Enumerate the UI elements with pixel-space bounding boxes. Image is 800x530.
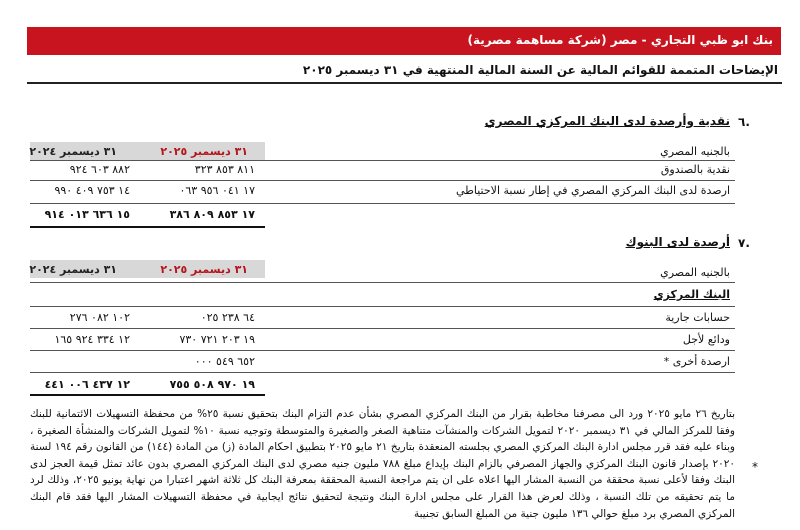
row-divider bbox=[30, 282, 735, 283]
row-value-prior: ١٢ ٣٣٤ ٩٢٤ ١٦٥ bbox=[54, 333, 130, 346]
row-label: ودائع لأجل bbox=[682, 333, 730, 346]
row-divider bbox=[30, 372, 735, 373]
row-value-current: ١٩ ٢٠٣ ٧٢١ ٧٣٠ bbox=[179, 333, 255, 346]
note-7-number: ٧. bbox=[738, 236, 750, 250]
note-7-col-prior: ٣١ ديسمبر ٢٠٢٤ bbox=[29, 263, 117, 276]
note-7-col-current: ٣١ ديسمبر ٢٠٢٥ bbox=[160, 263, 248, 276]
row-divider bbox=[30, 328, 735, 329]
footnote-paragraph: بتاريخ ٢٦ مايو ٢٠٢٥ ورد الى مصرفنا مخاطبة بقرار من البنك المركزي المصري بشأن عدم التزام البنك بتحقيق نسبة ٢٥% من محفظة التسهيلات الائتمانية للبنك وفقا للمركز المالي في ٣١ ديسمبر ٢٠٢٠ لتمويل الشركات والمنشآت متناهية الصغر والصغيرة والمتوسطة وتوجيه نسبة ١٠% لتمويل الشركات والمنشأة الصغيرة ، وبناء عليه فقد قرر مجلس ادارة البنك المركزي المصري بجلسته المنعقدة بتاريخ ٢١ مايو ٢٠٢٥ بتطبيق احكام المادة (ز) من المادة (١٤٤) من القانون رقم ١٩٤ لسنة ٢٠٢٠ بإصدار قانون البنك المركزي والجهاز المصرفي بالزام البنك بإيداع مبلغ ٧٨٨ مليون جنيه مصري لدى البنك المركزي المصري بدون عائد تمثل قيمة العجز لدى البنك وفقا لأعلى نسبة محققة من النسبة المشار اليها اعلاه على ان يتم مراجعة النسبة المحققة بمعرفة البنك كل ثلاثة اشهر اعتبارا من نهاية يونيو ٢٠٢٥، وذلك لرد ما يتم تحقيقه من تلك النسبة ، وذلك لعرض هذا القرار على مجلس ادارة البنك ونتيجة لتحقيق نتائج ايجابية في محفظة التسهيلات المشار اليها فقد قام البنك المركزي المصري برد مبلغ حوالي ١٣٦ مليون جنية من المبلغ السابق تجنيبة bbox=[30, 408, 735, 520]
row-value-current: ٦٤ ٢٣٨ ٠٢٥ bbox=[200, 311, 255, 324]
row-divider bbox=[30, 180, 735, 181]
footnote-bullet: * bbox=[752, 460, 758, 474]
note-6-col-prior: ٣١ ديسمبر ٢٠٢٤ bbox=[29, 145, 117, 158]
row-value-prior: ٨٨٢ ٦٠٣ ٩٢٤ bbox=[69, 163, 130, 176]
row-value-current: ٨١١ ٨٥٣ ٣٢٣ bbox=[194, 163, 255, 176]
row-label: نقدية بالصندوق bbox=[660, 163, 730, 176]
total-value-prior: ١٥ ٦٣٦ ٠١٣ ٩١٤ bbox=[44, 208, 130, 221]
total-value-current: ١٧ ٨٥٣ ٨٠٩ ٣٨٦ bbox=[169, 208, 255, 221]
note-6-unit-label: بالجنيه المصري bbox=[660, 145, 730, 158]
row-label: حسابات جارية bbox=[665, 311, 730, 324]
header-banner bbox=[27, 27, 781, 55]
document-heading: الإيضاحات المتممة للقوائم المالية عن السنة المالية المنتهية في ٣١ ديسمبر ٢٠٢٥ bbox=[302, 63, 778, 77]
total-value-current: ١٩ ٩٧٠ ٥٠٨ ٧٥٥ bbox=[169, 378, 255, 391]
bank-name-title: بنك ابو ظبي التجاري - مصر (شركة مساهمة مصرية) bbox=[467, 33, 773, 47]
row-divider bbox=[30, 350, 735, 351]
row-divider bbox=[30, 306, 735, 307]
note-6-number: ٦. bbox=[738, 115, 750, 129]
total-underline bbox=[30, 394, 265, 396]
row-label: ارصدة أخرى * bbox=[663, 355, 730, 368]
total-value-prior: ١٢ ٤٣٧ ٠٠٦ ٤٤١ bbox=[44, 378, 130, 391]
row-divider bbox=[30, 203, 735, 204]
row-value-current: ١٧ ٠٤١ ٩٥٦ ٠٦٣ bbox=[179, 184, 255, 197]
note-6-col-current: ٣١ ديسمبر ٢٠٢٥ bbox=[160, 145, 248, 158]
heading-divider bbox=[27, 82, 782, 84]
row-value-prior: ١٤ ٧٥٣ ٤٠٩ ٩٩٠ bbox=[54, 184, 130, 197]
note-7-unit-label: بالجنيه المصري bbox=[660, 266, 730, 279]
row-label: ارصدة لدى البنك المركزي المصري في إطار نسبة الاحتياطي bbox=[455, 184, 730, 197]
row-value-prior: ١٠٢ ٠٨٢ ٢٧٦ bbox=[69, 311, 130, 324]
row-divider bbox=[30, 160, 735, 161]
note-7-title: أرصدة لدى البنوك bbox=[625, 235, 730, 249]
total-underline bbox=[30, 226, 265, 228]
note-7-subheading: البنك المركزي bbox=[653, 288, 730, 301]
note-6-title: نقدية وأرصدة لدى البنك المركزي المصري bbox=[484, 114, 730, 128]
row-value-current: ٦٥٢ ٥٤٩ ٠٠٠ bbox=[194, 355, 255, 368]
